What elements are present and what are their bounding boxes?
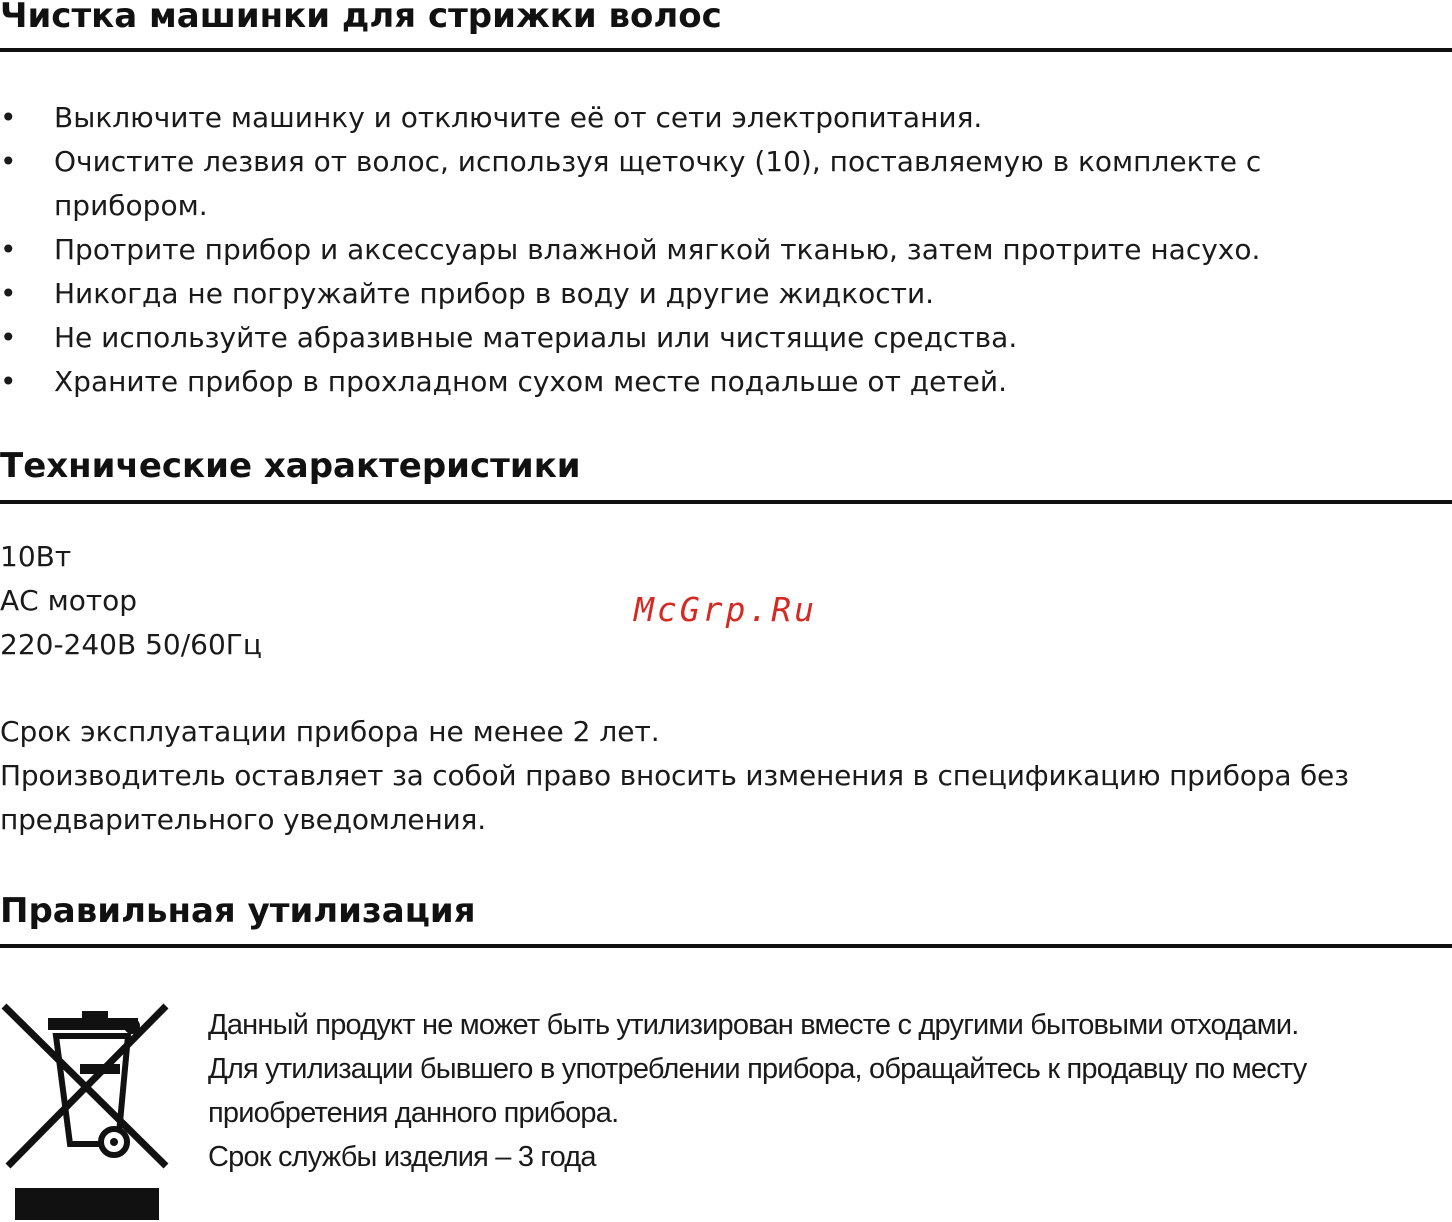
list-item <box>0 96 1440 140</box>
list-item-text: Храните прибор в прохладном сухом месте подальше от детей. <box>54 365 1007 398</box>
crossed-out-wheelie-bin-icon <box>0 1000 180 1222</box>
bullet-icon: • <box>0 321 17 354</box>
list-item <box>0 140 1314 228</box>
list-item <box>0 316 1440 360</box>
bullet-icon: • <box>0 101 17 134</box>
bullet-icon: • <box>0 233 17 266</box>
bullet-icon: • <box>0 365 17 398</box>
list-item-text: Не используйте абразивные материалы или чистящие средства. <box>54 321 1018 354</box>
list-item-text: Никогда не погружайте прибор в воду и другие жидкости. <box>54 277 935 310</box>
disposal-line: Для утилизации бывшего в употреблении прибора, обращайтесь к продавцу по месту приобретения данного прибора. <box>208 1053 1307 1129</box>
service-life: Срок эксплуатации прибора не менее 2 лет. <box>0 715 660 748</box>
disposal-text <box>208 1003 1448 1179</box>
watermark: McGrp.Ru <box>634 590 817 629</box>
list-item <box>0 228 1440 272</box>
list-item-text: Выключите машинку и отключите её от сети электропитания. <box>54 101 983 134</box>
disposal-line: Данный продукт не может быть утилизирован вместе с другими бытовыми отходами. <box>208 1009 1299 1041</box>
disposal-heading: Правильная утилизация <box>0 891 476 931</box>
list-item <box>0 360 1440 404</box>
list-item-text: Протрите прибор и аксессуары влажной мягкой тканью, затем протрите насухо. <box>54 233 1261 266</box>
bullet-icon: • <box>0 277 17 310</box>
cleaning-heading: Чистка машинки для стрижки волос <box>0 0 722 36</box>
disposal-line: Срок службы изделия – 3 года <box>208 1141 596 1173</box>
disposal-rule <box>0 944 1452 948</box>
bullet-icon: • <box>0 145 17 178</box>
specs-rule <box>0 500 1452 504</box>
list-item-text: Очистите лезвия от волос, используя щеточку (10), поставляемую в комплекте с прибором. <box>54 145 1262 222</box>
disclaimer: Производитель оставляет за собой право вносить изменения в спецификацию прибора без предварительного уведомления. <box>0 759 1349 836</box>
spec-voltage: 220-240В 50/60Гц <box>0 628 262 661</box>
spec-motor: АС мотор <box>0 584 138 617</box>
cleaning-list <box>0 96 1440 404</box>
list-item <box>0 272 1440 316</box>
cleaning-rule <box>0 48 1452 52</box>
specs-heading: Технические характеристики <box>0 446 581 486</box>
spec-power: 10Вт <box>0 540 72 573</box>
